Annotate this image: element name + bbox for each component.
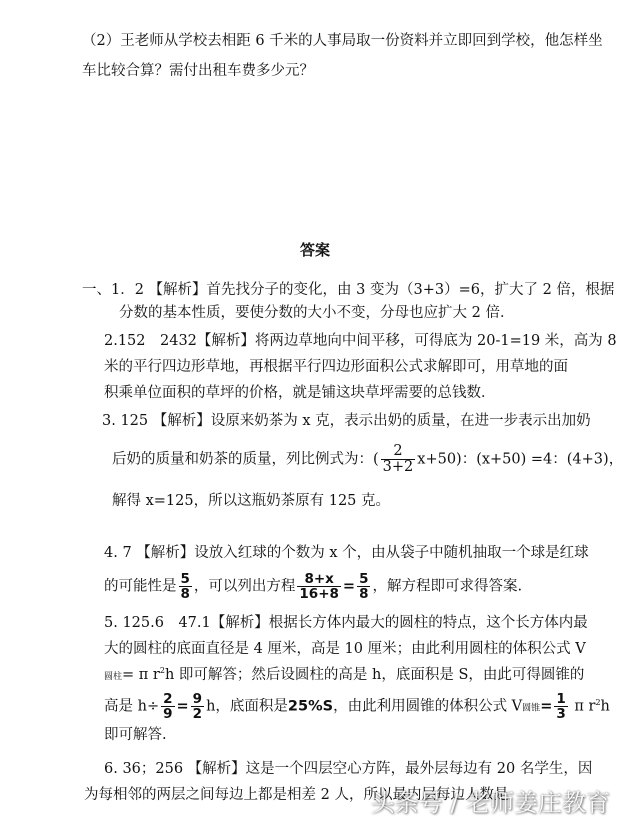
answer-2-line-1: 2.152 2432【解析】将两边草地向中间平移，可得底为 20-1=19 米，高为 8 xyxy=(104,333,617,349)
equals-sign: = xyxy=(540,698,553,715)
fraction-8plusx-over-16plus8 xyxy=(297,572,341,601)
answer-5-text-4a: 高是 h÷ xyxy=(104,698,160,715)
answer-5-text-3b: h 即可解答；然后设圆柱的高是 h，底面积是 S，由此可得圆锥的 xyxy=(164,666,585,683)
answer-4-line-2 xyxy=(104,572,522,601)
question-line-1: （2）王老师从学校去相距 6 千米的人事局取一份资料并立即回到学校，他怎样坐 xyxy=(82,33,603,49)
fraction-denominator: 8 xyxy=(180,586,190,603)
subscript-cone: 圆锥 xyxy=(522,703,541,714)
answer-5-text-3a: = π r xyxy=(122,666,160,683)
answer-5-line-5: 即可解答. xyxy=(104,727,167,743)
answer-5-text-4f: h xyxy=(600,698,610,715)
fraction-2-over-9 xyxy=(161,692,174,721)
fraction-denominator: 3+2 xyxy=(382,459,414,476)
fraction-denominator: 16+8 xyxy=(299,586,339,603)
equals-sign: = xyxy=(342,578,356,595)
fraction-numerator: 5 xyxy=(359,571,369,587)
answer-3-line-1: 3. 125 【解析】设原来奶茶为 x 克，表示出奶的质量，在进一步表示出加奶 xyxy=(102,413,591,429)
answer-heading: 答案 xyxy=(300,241,331,259)
answer-5-line-4 xyxy=(104,692,610,721)
fraction-numerator: 8+x xyxy=(297,572,341,587)
answer-5-line-3 xyxy=(104,667,584,682)
answer-4-line-1: 4. 7 【解析】设放入红球的个数为 x 个，由从袋子中随机抽取一个球是红球 xyxy=(104,545,589,561)
fraction-2-over-3plus2 xyxy=(381,444,416,475)
fraction-denominator: 8 xyxy=(359,586,369,603)
fraction-1-over-3 xyxy=(554,692,567,721)
answer-5-text-4c: ，由此利用圆锥的体积公式 V xyxy=(333,698,523,715)
fraction-numerator: 1 xyxy=(556,691,566,707)
answer-2-line-3: 积乘单位面积的草坪的价格，就是铺这块草坪需要的总钱数． xyxy=(104,385,496,401)
fraction-9-over-2 xyxy=(191,692,204,721)
answer-4-text-a: 的可能性是 xyxy=(104,578,177,595)
answer-3-text-b: x+50)：(x+50) =4：(4+3)， xyxy=(417,451,624,468)
fraction-denominator: 2 xyxy=(192,706,203,723)
answer-6-line-2: 为每相邻的两层之间每边上都是相差 2 人，所以最内层每边人数是 xyxy=(84,787,509,803)
answer-5-text-4e: π r xyxy=(569,698,596,715)
fraction-denominator: 3 xyxy=(556,706,566,723)
answer-4-text-b: ，可以列出方程 xyxy=(193,578,296,595)
bold-25-percent-s: 25%S xyxy=(287,698,334,715)
answer-2-line-2: 米的平行四边形草地，再根据平行四边形面积公式求解即可，用草地的面 xyxy=(104,359,568,375)
answer-3-line-3: 解得 x=125，所以这瓶奶茶原有 125 克。 xyxy=(112,493,391,509)
question-line-2: 车比较合算？需付出租车费多少元？ xyxy=(82,63,314,79)
superscript-2: 2 xyxy=(595,697,601,707)
answer-4-text-c: ，解方程即可求得答案. xyxy=(372,578,523,595)
answer-5-text-4b: h，底面积是 xyxy=(206,698,288,715)
answer-1-line-1: 一、1．2 【解析】首先找分子的变化，由 3 变为（3+3）=6，扩大了 2 倍，根据 xyxy=(82,282,615,298)
fraction-numerator: 2 xyxy=(163,691,173,707)
fraction-numerator: 9 xyxy=(192,691,203,707)
watermark: 头条号 / 老师姜庄教育 xyxy=(370,789,610,817)
answer-5-line-2: 大的圆柱的底面直径是 4 厘米，高是 10 厘米；由此利用圆柱的体积公式 V xyxy=(104,641,586,657)
answer-3-text-a: 后奶的质量和奶茶的质量，列比例式为：( xyxy=(112,451,379,468)
superscript-2: 2 xyxy=(159,666,165,675)
fraction-denominator: 9 xyxy=(163,706,173,723)
fraction-5-over-8 xyxy=(179,572,192,601)
answer-3-line-2 xyxy=(112,444,623,475)
equals-sign: = xyxy=(176,698,189,715)
answer-6-line-1: 6. 36；256 【解析】这是一个四层空心方阵，最外层每边有 20 名学生，因 xyxy=(104,761,593,777)
answer-1-line-2: 分数的基本性质，要使分数的大小不变，分母也应扩大 2 倍． xyxy=(119,305,515,321)
answer-5-line-1: 5. 125.6 47.1【解析】根据长方体内最大的圆柱的特点，这个长方体内最 xyxy=(104,615,588,631)
fraction-numerator: 2 xyxy=(381,444,416,460)
fraction-numerator: 5 xyxy=(180,571,190,587)
subscript-cylinder: 圆柱 xyxy=(104,671,123,682)
fraction-5-over-8-b xyxy=(357,572,370,601)
